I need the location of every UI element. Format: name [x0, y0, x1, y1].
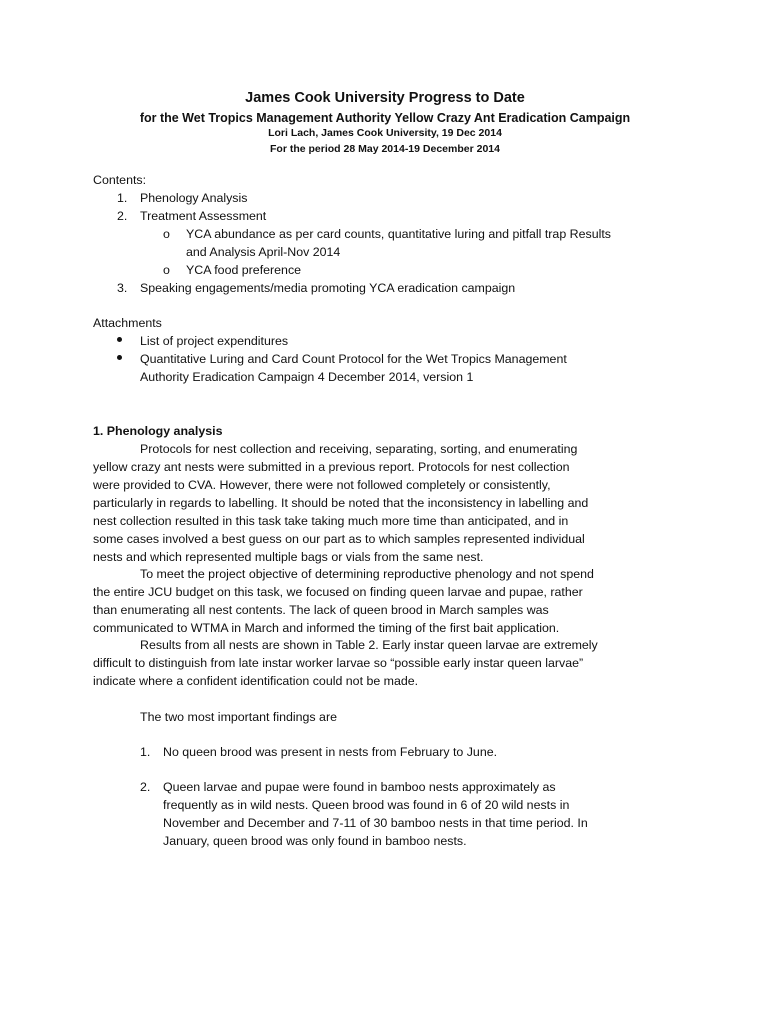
paragraph-line: nests and which represented multiple bags or vials from the same nest. — [93, 550, 484, 564]
attachment-expenditures: List of project expenditures — [140, 334, 289, 348]
contents-item-phenology: Phenology Analysis — [140, 191, 248, 205]
contents-item-speaking: Speaking engagements/media promoting YCA eradication campaign — [140, 281, 516, 295]
document-title: James Cook University Progress to Date — [245, 90, 525, 106]
author-line: Lori Lach, James Cook University, 19 Dec 2014 — [268, 127, 502, 139]
findings-intro: The two most important findings are — [140, 710, 337, 724]
finding-number: 2. — [140, 780, 151, 794]
finding-item-cont: January, queen brood was only found in bamboo nests. — [163, 834, 467, 848]
paragraph-line: than enumerating all nest contents. The lack of queen brood in March samples was — [93, 603, 549, 617]
contents-subitem-food: YCA food preference — [186, 263, 302, 277]
attachments-heading: Attachments — [93, 316, 162, 330]
paragraph-line: Protocols for nest collection and receiving, separating, sorting, and enumerating — [140, 442, 578, 456]
contents-item-number: 3. — [117, 281, 128, 295]
contents-item-treatment: Treatment Assessment — [140, 209, 267, 223]
paragraph-line: nest collection resulted in this task take taking much more time than anticipated, and in — [93, 514, 569, 528]
bullet-icon — [117, 355, 122, 360]
contents-subitem-marker: o — [163, 263, 170, 277]
paragraph-line: Results from all nests are shown in Table 2. Early instar queen larvae are extremely — [140, 638, 598, 652]
document-subtitle: for the Wet Tropics Management Authority Yellow Crazy Ant Eradication Campaign — [139, 111, 631, 125]
contents-item-number: 1. — [117, 191, 128, 205]
finding-item-cont: frequently as in wild nests. Queen brood was found in 6 of 20 wild nests in — [163, 798, 570, 812]
paragraph-line: some cases involved a best guess on our part as to which samples represented individual — [93, 532, 585, 546]
period-line: For the period 28 May 2014-19 December 2014 — [270, 143, 500, 155]
finding-number: 1. — [140, 745, 151, 759]
contents-item-number: 2. — [117, 209, 128, 223]
bullet-icon — [117, 337, 122, 342]
finding-item: Queen larvae and pupae were found in bamboo nests approximately as — [163, 780, 556, 794]
paragraph-line: To meet the project objective of determining reproductive phenology and not spend — [140, 567, 594, 581]
contents-subitem-abundance: YCA abundance as per card counts, quantitative luring and pitfall trap Results — [186, 227, 611, 241]
contents-subitem-abundance-cont: and Analysis April-Nov 2014 — [186, 245, 341, 259]
section-heading: 1. Phenology analysis — [93, 424, 223, 438]
attachment-protocol: Quantitative Luring and Card Count Protocol for the Wet Tropics Management — [140, 352, 567, 366]
finding-item: No queen brood was present in nests from February to June. — [163, 745, 498, 759]
paragraph-line: indicate where a confident identification could not be made. — [93, 674, 419, 688]
paragraph-line: communicated to WTMA in March and informed the timing of the first bait application. — [93, 621, 560, 635]
paragraph-line: the entire JCU budget on this task, we focused on finding queen larvae and pupae, rather — [93, 585, 583, 599]
paragraph-line: yellow crazy ant nests were submitted in a previous report. Protocols for nest collection — [93, 460, 570, 474]
contents-subitem-marker: o — [163, 227, 170, 241]
paragraph-line: were provided to CVA. However, there were not followed completely or consistently, — [93, 478, 551, 492]
paragraph-line: difficult to distinguish from late instar worker larvae so “possible early instar queen larvae” — [93, 656, 584, 670]
attachment-protocol-cont: Authority Eradication Campaign 4 December 2014, version 1 — [140, 370, 474, 384]
paragraph-line: particularly in regards to labelling. It should be noted that the inconsistency in labelling and — [93, 496, 589, 510]
contents-heading: Contents: — [93, 173, 147, 187]
finding-item-cont: November and December and 7-11 of 30 bamboo nests in that time period. In — [163, 816, 588, 830]
